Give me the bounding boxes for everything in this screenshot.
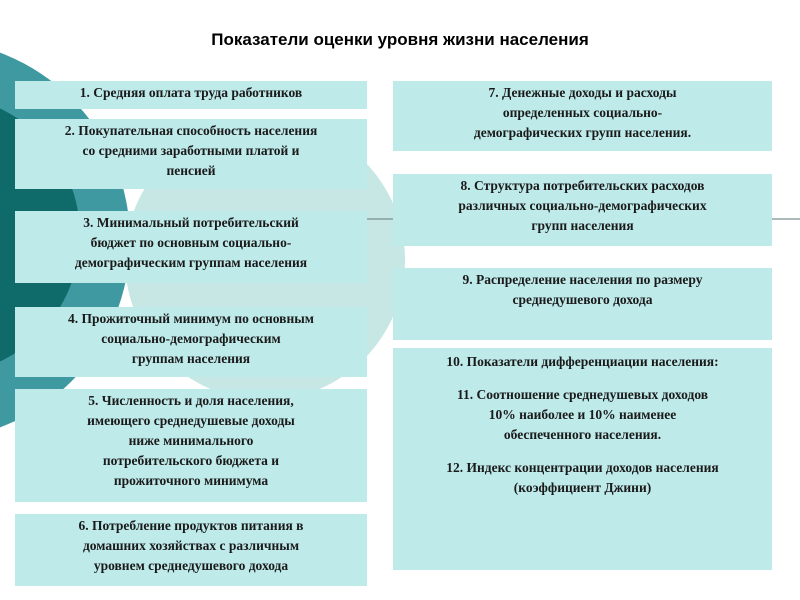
indicator-5-line: имеющего среднедушевые доходы [87,413,295,428]
indicator-9-line: 9. Распределение населения по размеру [462,272,703,287]
indicator-11-line: 10% наиболее и 10% наименее [488,407,677,422]
indicator-5-line: 5. Численность и доля населения, [88,393,294,408]
indicator-box-5 [15,389,367,502]
indicator-6-line: уровнем среднедушевого дохода [93,558,289,573]
indicator-2-line: пенсией [166,163,216,178]
indicator-7-line: определенных социально- [502,105,663,120]
indicator-box-7 [393,81,772,151]
indicator-box-6 [15,514,367,586]
indicator-11-line: обеспеченного населения. [503,427,662,442]
indicator-10-line: 10. Показатели дифференциации населения: [446,354,719,369]
indicator-2-line: со средними заработными платой и [82,143,300,158]
spacer [399,372,766,385]
indicator-2-line: 2. Покупательная способность населения [64,123,318,138]
indicator-7-line: 7. Денежные доходы и расходы [488,85,677,100]
indicator-box-1 [15,81,367,109]
indicator-6-line: домашних хозяйствах с различным [82,538,300,553]
indicator-5-line: потребительского бюджета и [102,453,280,468]
indicator-3-line: бюджет по основным социально- [90,235,292,250]
indicator-box-2 [15,119,367,189]
spacer [399,445,766,458]
indicator-box-3 [15,211,367,283]
indicator-8-line: групп населения [531,218,634,233]
indicator-1-line: 1. Средняя оплата труда работников [79,85,303,100]
indicator-9-line: среднедушевого дохода [512,292,653,307]
indicator-5-line: прожиточного минимума [113,473,269,488]
indicator-6-line: 6. Потребление продуктов питания в [78,518,304,533]
indicator-11-line: 11. Соотношение среднедушевых доходов [456,387,709,402]
indicator-4-line: социально-демографическим [101,331,281,346]
indicator-8-line: различных социально-демографических [458,198,707,213]
indicator-12-line: 12. Индекс концентрации доходов населения [446,460,719,475]
indicator-4-line: группам населения [131,351,251,366]
indicator-12-line: (коэффициент Джини) [513,480,652,495]
indicator-box-8 [393,174,772,246]
page-title: Показатели оценки уровня жизни населения [211,30,589,49]
indicator-box-9 [393,268,772,340]
indicator-3-line: демографическим группам населения [74,255,308,270]
indicator-7-line: демографических групп населения. [473,125,692,140]
indicator-8-line: 8. Структура потребительских расходов [460,178,705,193]
indicator-box-4 [15,307,367,377]
indicator-5-line: ниже минимального [128,433,254,448]
indicator-box-10-12 [393,348,772,570]
indicator-3-line: 3. Минимальный потребительский [83,215,299,230]
indicator-4-line: 4. Прожиточный минимум по основным [68,311,314,326]
